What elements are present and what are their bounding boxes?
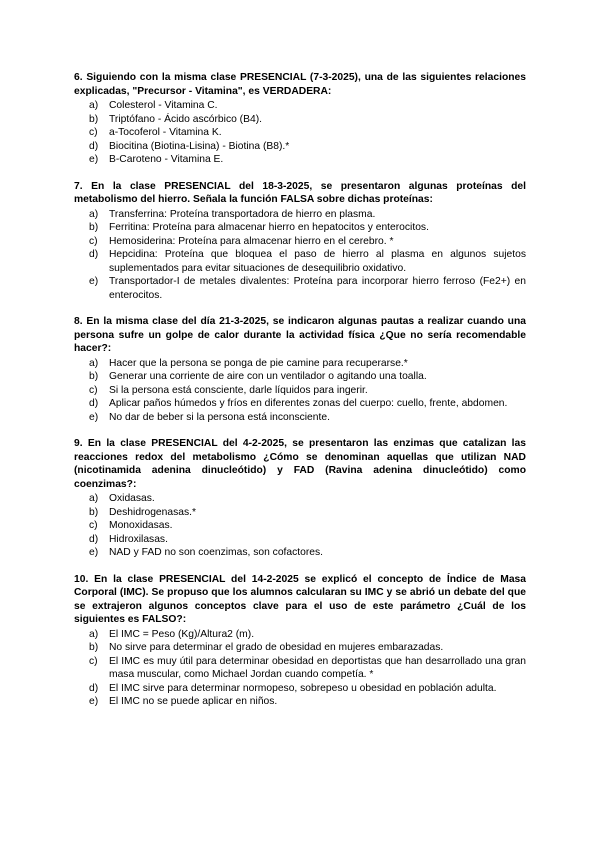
option-letter: d)	[89, 249, 99, 260]
option-letter: a)	[89, 628, 99, 640]
option-text: Generar una corriente de aire con un ventilador o agitando una toalla.	[109, 371, 427, 382]
option-c	[89, 126, 526, 140]
option-text: Colesterol - Vitamina C.	[109, 100, 218, 111]
option-letter: c)	[89, 127, 98, 138]
option-letter: e)	[89, 276, 99, 287]
option-text: Hepcidina: Proteína que bloquea el paso de hierro al plasma en algunos sujetos suplementados para evitar situaciones de desequilibrio oxidativo.	[109, 249, 526, 274]
option-text: Triptófano - Ácido ascórbico (B4).	[109, 113, 262, 125]
option-text: Aplicar paños húmedos y fríos en diferentes zonas del cuerpo: cuello, frente, abdomen.	[109, 398, 508, 409]
option-text: Monoxidasas.	[109, 520, 173, 531]
option-text: No sirve para determinar el grado de obesidad en mujeres embarazadas.	[109, 642, 444, 653]
option-text: El IMC = Peso (Kg)/Altura2 (m).	[109, 628, 255, 640]
option-text: a-Tocoferol - Vitamina K.	[109, 127, 222, 138]
option-b	[89, 641, 526, 655]
option-e	[89, 275, 526, 302]
option-b	[89, 370, 526, 384]
option-d	[89, 397, 526, 411]
option-letter: b)	[89, 222, 99, 233]
option-letter: a)	[89, 100, 99, 111]
option-letter: a)	[89, 357, 99, 369]
option-letter: c)	[89, 520, 98, 531]
option-text: Hemosiderina: Proteína para almacenar hierro en el cerebro. *	[109, 235, 394, 247]
option-letter: b)	[89, 371, 99, 382]
option-e	[89, 546, 526, 560]
option-text: NAD y FAD no son coenzimas, son cofactores.	[109, 547, 324, 558]
question-8	[74, 315, 526, 424]
option-text: Transferrina: Proteína transportadora de hierro en plasma.	[109, 208, 376, 220]
option-letter: d)	[89, 533, 99, 545]
question-header: 9. En la clase PRESENCIAL del 4-2-2025, se presentaron las enzimas que catalizan las reacciones redox del metabolismo ¿Cómo se denominan aquellas que utilizan NAD (nicotinamida adenina dinucleótido) y FAD (Ravina adenina dinucleótido) como coenzimas?:	[74, 438, 526, 490]
option-letter: e)	[89, 411, 99, 423]
option-text: Hidroxilasas.	[109, 533, 168, 545]
option-list	[74, 628, 526, 709]
question-10	[74, 573, 526, 709]
option-text: El IMC sirve para determinar normopeso, sobrepeso u obesidad en población adulta.	[109, 682, 497, 694]
option-a	[89, 208, 526, 222]
option-e	[89, 695, 526, 709]
option-text: Transportador-I de metales divalentes: Proteína para incorporar hierro ferroso (Fe2+) en enterocitos.	[109, 276, 526, 301]
option-b	[89, 506, 526, 520]
option-text: B-Caroteno - Vitamina E.	[109, 154, 224, 165]
option-letter: a)	[89, 493, 99, 504]
option-letter: b)	[89, 113, 99, 125]
question-header: 7. En la clase PRESENCIAL del 18-3-2025, se presentaron algunas proteínas del metabolismo del hierro. Señala la función FALSA sobre dichas proteínas:	[74, 180, 526, 205]
option-b	[89, 221, 526, 235]
option-letter: a)	[89, 208, 99, 220]
option-text: Ferritina: Proteína para almacenar hierro en hepatocitos y enterocitos.	[109, 222, 429, 233]
question-6	[74, 71, 526, 167]
question-7	[74, 180, 526, 303]
option-text: El IMC es muy útil para determinar obesidad en deportistas que han desarrollado una gran masa muscular, como Michael Jordan cuando competía. *	[109, 655, 526, 680]
question-header: 8. En la misma clase del día 21-3-2025, se indicaron algunas pautas a realizar cuando una persona sufre un golpe de calor durante la actividad física ¿Que no sería recomendable hacer?:	[74, 316, 526, 354]
option-text: Hacer que la persona se ponga de pie camine para recuperarse.*	[109, 357, 408, 369]
option-letter: e)	[89, 154, 99, 165]
option-c	[89, 235, 526, 249]
question-9	[74, 437, 526, 560]
option-list	[74, 208, 526, 303]
question-header: 6. Siguiendo con la misma clase PRESENCIAL (7-3-2025), una de las siguientes relaciones explicadas, "Precursor - Vitamina", es VERDADERA:	[74, 72, 526, 97]
option-letter: c)	[89, 384, 98, 396]
option-c	[89, 519, 526, 533]
option-e	[89, 411, 526, 425]
option-text: No dar de beber si la persona está inconsciente.	[109, 411, 330, 423]
option-a	[89, 357, 526, 371]
option-list	[74, 99, 526, 167]
option-d	[89, 140, 526, 154]
option-letter: c)	[89, 655, 98, 667]
option-text: Biocitina (Biotina-Lisina) - Biotina (B8).*	[109, 140, 290, 152]
option-letter: b)	[89, 642, 99, 653]
option-d	[89, 682, 526, 696]
option-letter: d)	[89, 140, 99, 152]
option-d	[89, 533, 526, 547]
option-list	[74, 492, 526, 560]
option-letter: b)	[89, 506, 99, 518]
option-text: Oxidasas.	[109, 493, 155, 504]
option-c	[89, 384, 526, 398]
option-letter: e)	[89, 547, 99, 558]
question-header: 10. En la clase PRESENCIAL del 14-2-2025 se explicó el concepto de Índice de Masa Corporal (IMC). Se propuso que los alumnos calcularan su IMC y se abrió un debate del que se extrajeron algunos conceptos clave para el uso de este parámetro ¿Cuál de los siguientes es FALSO?:	[74, 573, 526, 625]
option-e	[89, 153, 526, 167]
option-text: Si la persona está consciente, darle líquidos para ingerir.	[109, 384, 368, 396]
option-text: El IMC no se puede aplicar en niños.	[109, 696, 278, 707]
option-list	[74, 357, 526, 425]
option-a	[89, 492, 526, 506]
option-text: Deshidrogenasas.*	[109, 506, 197, 518]
option-letter: c)	[89, 235, 98, 247]
option-letter: d)	[89, 398, 99, 409]
option-d	[89, 248, 526, 275]
option-a	[89, 628, 526, 642]
option-letter: d)	[89, 682, 99, 694]
option-c	[89, 655, 526, 682]
option-letter: e)	[89, 696, 99, 707]
option-b	[89, 113, 526, 127]
option-a	[89, 99, 526, 113]
